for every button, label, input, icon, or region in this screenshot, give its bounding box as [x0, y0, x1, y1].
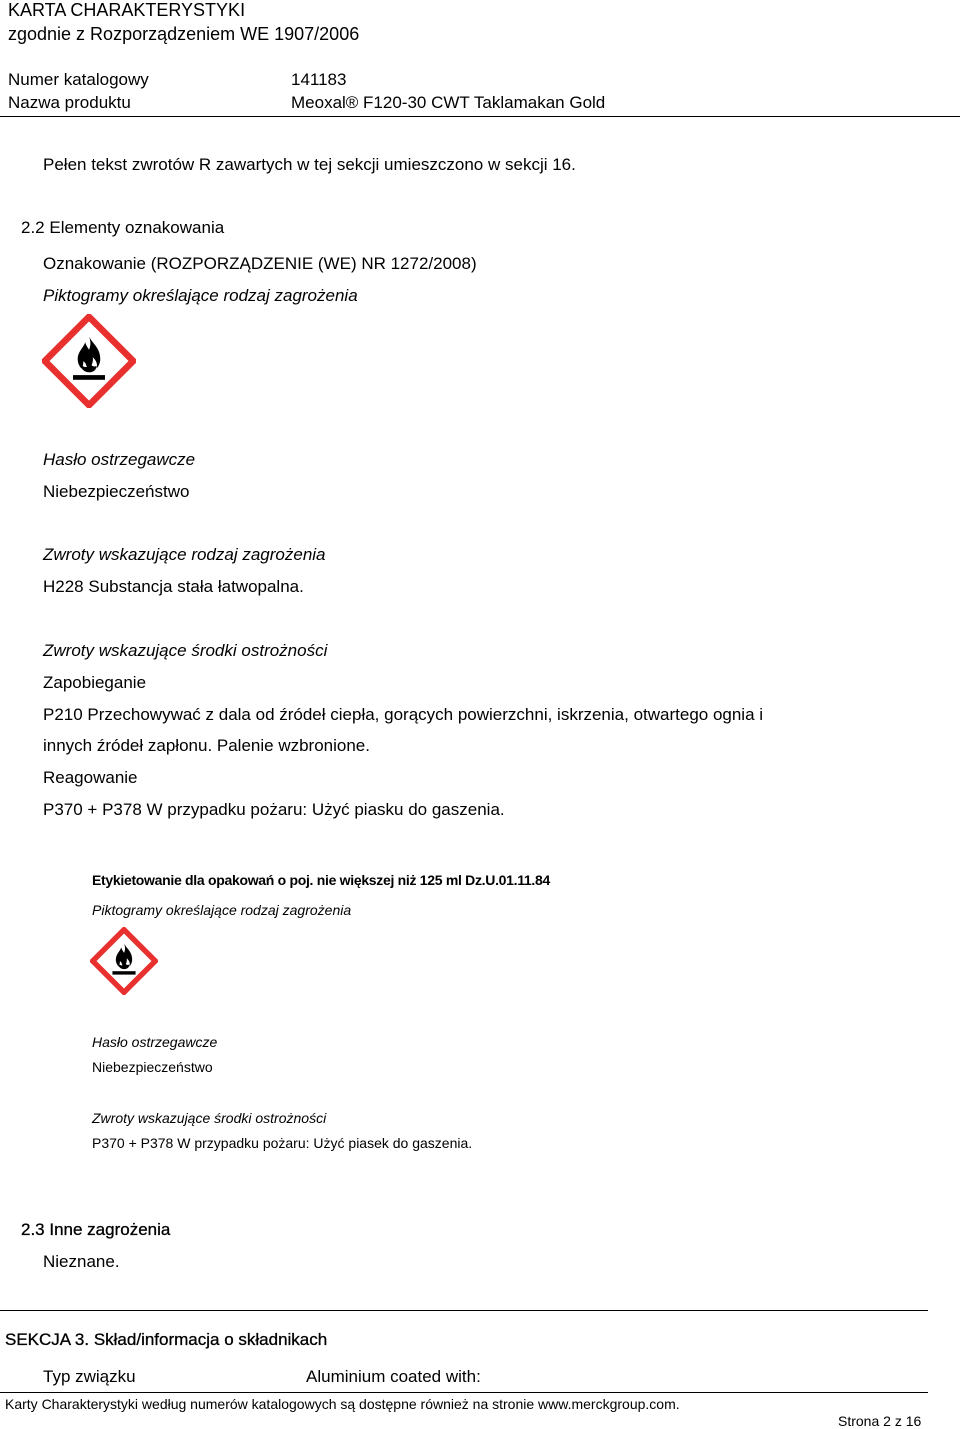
- hazard-statements-label: Zwroty wskazujące rodzaj zagrożenia: [43, 545, 326, 564]
- other-hazards-text: Nieznane.: [43, 1252, 120, 1271]
- compound-type-label: Typ związku: [43, 1367, 136, 1386]
- small-p370-p378: P370 + P378 W przypadku pożaru: Użyć piasek do gaszenia.: [92, 1135, 473, 1151]
- small-pack-heading: Etykietowanie dla opakowań o poj. nie większej niż 125 ml Dz.U.01.11.84: [92, 872, 550, 888]
- small-signal-word-label: Hasło ostrzegawcze: [92, 1034, 218, 1050]
- precautionary-label: Zwroty wskazujące środki ostrożności: [43, 641, 328, 660]
- product-value: Meoxal® F120-30 CWT Taklamakan Gold: [291, 93, 606, 112]
- small-flame-pictogram-icon: [90, 927, 158, 995]
- page-number: Strona 2 z 16: [838, 1413, 922, 1429]
- compound-type-value: Aluminium coated with:: [306, 1367, 481, 1386]
- catalog-value: 141183: [291, 70, 347, 89]
- p210-line1: P210 Przechowywać z dala od źródeł ciepła, gorących powierzchni, iskrzenia, otwartego ognia i: [43, 705, 764, 724]
- product-label: Nazwa produktu: [8, 93, 131, 112]
- section-3-divider: [0, 1310, 928, 1311]
- regulation-label: Oznakowanie (ROZPORZĄDZENIE (WE) NR 1272/2008): [43, 254, 477, 273]
- p210-line2: innych źródeł zapłonu. Palenie wzbronione.: [43, 736, 370, 755]
- footer-note: Karty Charakterystyki według numerów katalogowych są dostępne również na stronie www.merckgroup.com.: [5, 1396, 680, 1412]
- regulation-subtitle: zgodnie z Rozporządzeniem WE 1907/2006: [8, 24, 360, 44]
- small-signal-word: Niebezpieczeństwo: [92, 1059, 213, 1075]
- signal-word: Niebezpieczeństwo: [43, 482, 190, 501]
- pictograms-label: Piktogramy określające rodzaj zagrożenia: [43, 286, 358, 305]
- p370-p378: P370 + P378 W przypadku pożaru: Użyć piasku do gaszenia.: [43, 800, 505, 819]
- footer-divider: [0, 1392, 928, 1393]
- prevention-label: Zapobieganie: [43, 673, 147, 692]
- document-title: KARTA CHARAKTERYSTYKI: [8, 0, 246, 20]
- small-pictograms-label: Piktogramy określające rodzaj zagrożenia: [92, 902, 352, 918]
- section-2-3-heading: 2.3 Inne zagrożenia: [21, 1220, 171, 1239]
- r-phrases-note: Pełen tekst zwrotów R zawartych w tej sekcji umieszczono w sekcji 16.: [43, 155, 576, 174]
- section-3-heading: SEKCJA 3. Skład/informacja o składnikach: [5, 1330, 328, 1349]
- section-2-2-heading: 2.2 Elementy oznakowania: [21, 218, 225, 237]
- response-label: Reagowanie: [43, 768, 138, 787]
- signal-word-label: Hasło ostrzegawcze: [43, 450, 196, 469]
- hazard-statement-h228: H228 Substancja stała łatwopalna.: [43, 577, 304, 596]
- flame-pictogram-icon: [42, 314, 136, 408]
- small-precautionary-label: Zwroty wskazujące środki ostrożności: [92, 1110, 327, 1126]
- catalog-label: Numer katalogowy: [8, 70, 149, 89]
- header-divider: [0, 116, 960, 117]
